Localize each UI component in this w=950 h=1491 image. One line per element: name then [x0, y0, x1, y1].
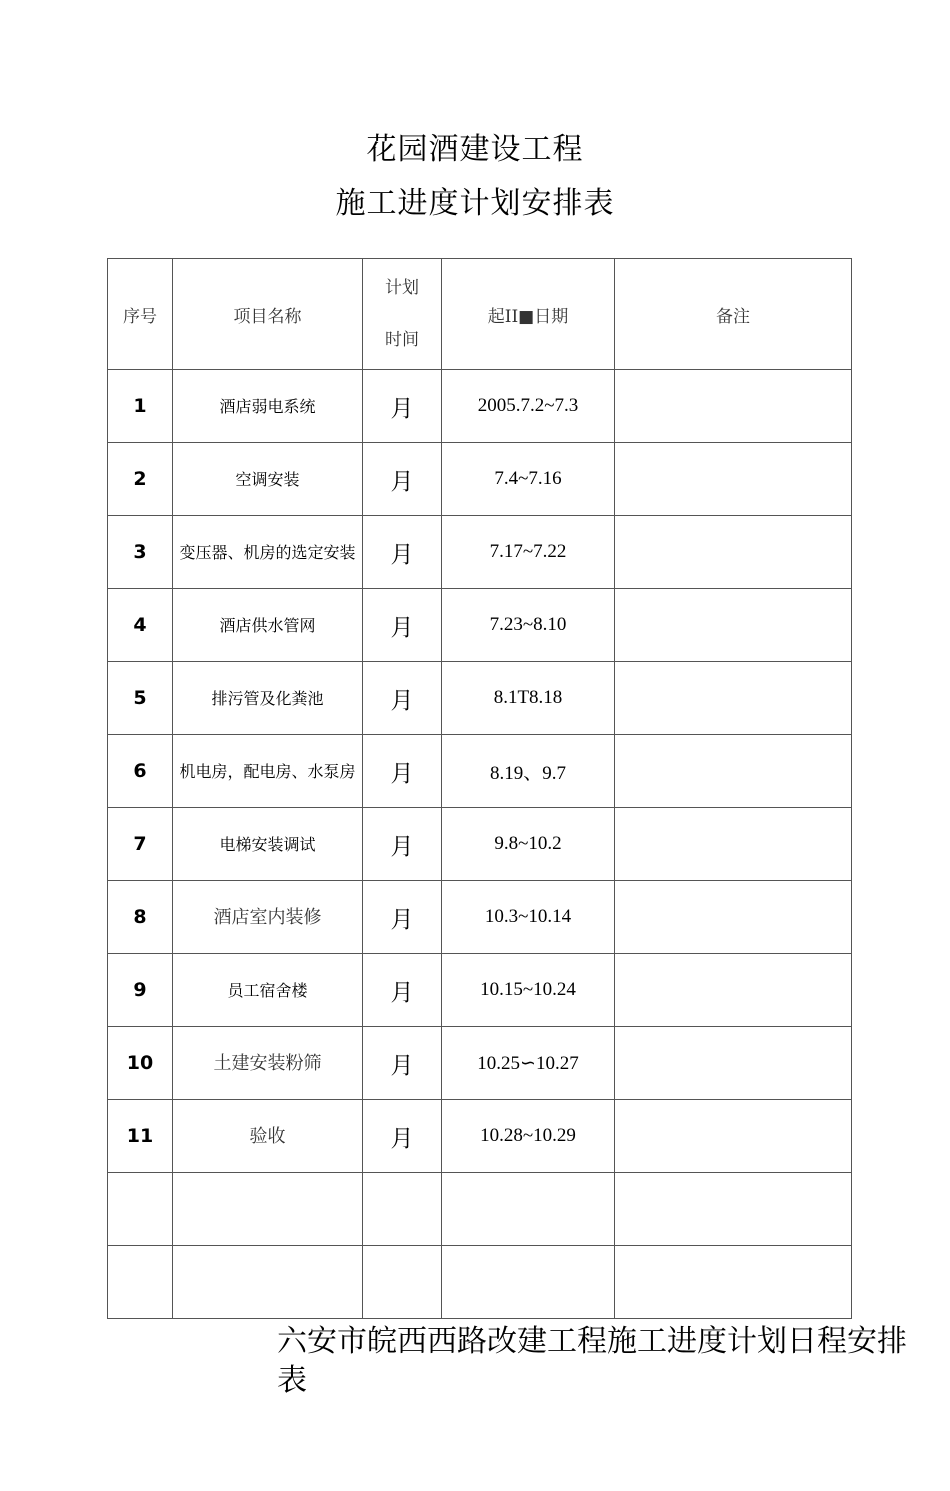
document-title: 花园酒建设工程	[366, 132, 584, 167]
empty-cell	[173, 1173, 363, 1246]
row-plan-unit: 月	[363, 735, 442, 808]
row-number: 3	[108, 516, 173, 589]
row-dates: 7.23~8.10	[442, 589, 615, 662]
row-item-name: 电梯安装调试	[173, 808, 363, 881]
row-plan-unit: 月	[363, 1100, 442, 1173]
empty-cell	[442, 1246, 615, 1319]
row-plan-unit: 月	[363, 589, 442, 662]
row-item-name: 土建安装粉筛	[173, 1027, 363, 1100]
row-item-name: 酒店供水管网	[173, 589, 363, 662]
row-item-name: 排污管及化粪池	[173, 662, 363, 735]
empty-cell	[615, 1246, 852, 1319]
row-number: 8	[108, 881, 173, 954]
row-dates: 10.25∽10.27	[442, 1027, 615, 1100]
header-plan-line1: 计划	[385, 278, 419, 298]
row-remark	[615, 370, 852, 443]
header-seq: 序号	[108, 259, 173, 370]
table-row	[108, 1027, 852, 1100]
row-number: 4	[108, 589, 173, 662]
row-plan-unit: 月	[363, 662, 442, 735]
row-number: 7	[108, 808, 173, 881]
row-number: 11	[108, 1100, 173, 1173]
header-plan-time	[363, 259, 442, 370]
header-start-date: 起II■日期	[442, 259, 615, 370]
empty-row	[108, 1246, 852, 1319]
row-remark	[615, 735, 852, 808]
row-dates: 8.19、9.7	[442, 735, 615, 808]
row-item-name: 空调安装	[173, 443, 363, 516]
row-remark	[615, 589, 852, 662]
row-number: 10	[108, 1027, 173, 1100]
document-subtitle: 施工进度计划安排表	[335, 186, 615, 221]
table-header-row	[108, 259, 852, 370]
empty-cell	[615, 1173, 852, 1246]
row-dates: 2005.7.2~7.3	[442, 370, 615, 443]
table-row	[108, 808, 852, 881]
empty-cell	[363, 1173, 442, 1246]
row-item-name: 酒店室内装修	[173, 881, 363, 954]
table-row	[108, 1100, 852, 1173]
table-row	[108, 370, 852, 443]
row-remark	[615, 954, 852, 1027]
table-row	[108, 881, 852, 954]
row-plan-unit: 月	[363, 954, 442, 1027]
row-remark	[615, 1100, 852, 1173]
row-number: 6	[108, 735, 173, 808]
table-row	[108, 589, 852, 662]
row-number: 1	[108, 370, 173, 443]
footer-title: 六安市皖西西路改建工程施工进度计划日程安排表	[277, 1324, 907, 1398]
row-plan-unit: 月	[363, 881, 442, 954]
empty-cell	[363, 1246, 442, 1319]
row-dates: 10.28~10.29	[442, 1100, 615, 1173]
row-remark	[615, 1027, 852, 1100]
row-item-name: 验收	[173, 1100, 363, 1173]
empty-cell	[442, 1173, 615, 1246]
row-dates: 9.8~10.2	[442, 808, 615, 881]
row-number: 5	[108, 662, 173, 735]
header-plan-line2: 时间	[385, 330, 419, 350]
header-remark: 备注	[615, 259, 852, 370]
row-item-name: 变压器、机房的选定安装	[173, 516, 363, 589]
row-item-name: 酒店弱电系统	[173, 370, 363, 443]
row-remark	[615, 662, 852, 735]
row-remark	[615, 881, 852, 954]
table-row	[108, 516, 852, 589]
row-plan-unit: 月	[363, 516, 442, 589]
row-plan-unit: 月	[363, 370, 442, 443]
row-remark	[615, 516, 852, 589]
schedule-table	[107, 258, 852, 1319]
row-dates: 7.17~7.22	[442, 516, 615, 589]
row-dates: 8.1T8.18	[442, 662, 615, 735]
row-plan-unit: 月	[363, 808, 442, 881]
row-plan-unit: 月	[363, 443, 442, 516]
table-row	[108, 662, 852, 735]
row-remark	[615, 808, 852, 881]
row-number: 2	[108, 443, 173, 516]
table-row	[108, 954, 852, 1027]
row-remark	[615, 443, 852, 516]
row-dates: 7.4~7.16	[442, 443, 615, 516]
empty-cell	[108, 1246, 173, 1319]
empty-cell	[108, 1173, 173, 1246]
row-item-name: 机电房，配电房、水泵房	[173, 735, 363, 808]
empty-cell	[173, 1246, 363, 1319]
table-row	[108, 443, 852, 516]
row-dates: 10.3~10.14	[442, 881, 615, 954]
header-name: 项目名称	[173, 259, 363, 370]
empty-row	[108, 1173, 852, 1246]
row-item-name: 员工宿舍楼	[173, 954, 363, 1027]
row-number: 9	[108, 954, 173, 1027]
table-row	[108, 735, 852, 808]
row-dates: 10.15~10.24	[442, 954, 615, 1027]
row-plan-unit: 月	[363, 1027, 442, 1100]
